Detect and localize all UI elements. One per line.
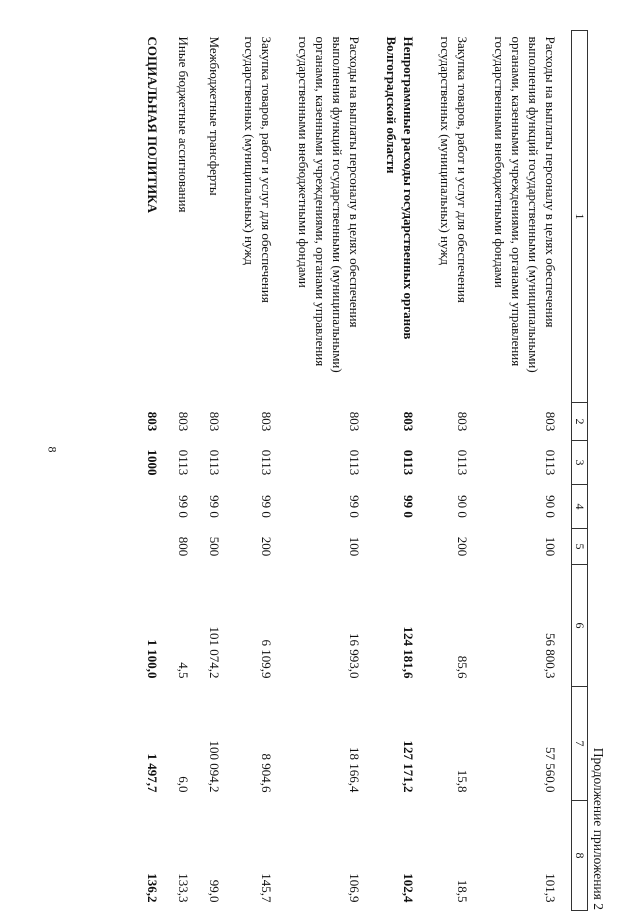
cell-percent: 99,0 [207, 879, 222, 903]
cell-expense-type: 100 [347, 536, 362, 557]
table-row [375, 31, 429, 911]
cell-percent: 101,3 [543, 873, 558, 903]
cell-actual: 15,8 [455, 769, 470, 793]
cell-percent: 106,9 [347, 873, 362, 903]
column-header: 6 [572, 565, 588, 687]
table-row [140, 31, 171, 911]
cell-expense-type: 800 [176, 536, 191, 557]
table-row [233, 31, 287, 911]
cell-section-code: 0113 [347, 449, 362, 476]
cell-target-code [140, 485, 171, 529]
rotated-table-sheet [126, 30, 606, 910]
cell-expense-type: 100 [543, 536, 558, 557]
cell-target-code: 99 0 [401, 495, 416, 518]
cell-plan: 16 993,0 [347, 633, 362, 679]
cell-plan: 4,5 [176, 662, 191, 679]
row-name: Закупка товаров, работ и услуг для обеспечения государственных (муниципальных) нужд [242, 36, 274, 303]
cell-ministry-code: 803 [176, 411, 191, 432]
column-header: 3 [572, 441, 588, 485]
cell-ministry-code: 803 [145, 411, 160, 432]
budget-table [140, 30, 588, 911]
cell-actual: 57 560,0 [543, 747, 558, 793]
cell-expense-type: 200 [259, 536, 274, 557]
cell-percent: 136,2 [145, 873, 160, 903]
cell-ministry-code: 803 [455, 411, 470, 432]
cell-percent: 145,7 [259, 873, 274, 903]
cell-actual: 6,0 [176, 776, 191, 793]
table-row [429, 31, 483, 911]
cell-section-code: 0113 [401, 449, 416, 476]
cell-ministry-code: 803 [207, 411, 222, 432]
cell-section-code: 0113 [259, 449, 274, 476]
cell-expense-type: 200 [455, 536, 470, 557]
row-name: Межбюджетные трансферты [207, 36, 222, 196]
cell-plan: 6 109,9 [259, 639, 274, 679]
cell-actual: 18 166,4 [347, 747, 362, 793]
cell-section-code: 1000 [145, 449, 160, 476]
cell-section-code: 0113 [207, 449, 222, 476]
page-number: 8 [45, 446, 60, 453]
cell-plan: 101 074,2 [207, 626, 222, 679]
cell-ministry-code: 803 [543, 411, 558, 432]
cell-target-code: 90 0 [543, 495, 558, 518]
cell-plan: 56 800,3 [543, 633, 558, 679]
cell-ministry-code: 803 [401, 411, 416, 432]
cell-percent: 133,3 [176, 873, 191, 903]
column-header: 5 [572, 529, 588, 565]
cell-section-code: 0113 [543, 449, 558, 476]
table-row [202, 31, 233, 911]
cell-actual: 8 904,6 [259, 753, 274, 793]
cell-target-code: 99 0 [176, 495, 191, 518]
column-header: 4 [572, 485, 588, 529]
column-header: 2 [572, 403, 588, 441]
cell-actual: 100 094,2 [207, 740, 222, 793]
row-name: Расходы на выплаты персоналу в целях обеспечения выполнения функций государственными (муниципальными) органами, казенными учреждениями, органами управления государственными внебюджетными фондами [492, 36, 558, 373]
cell-target-code: 99 0 [207, 495, 222, 518]
cell-section-code: 0113 [176, 449, 191, 476]
row-name: Непрограммные расходы государственных органов Волгоградской области [384, 36, 416, 340]
cell-ministry-code: 803 [259, 411, 274, 432]
cell-expense-type [140, 529, 171, 565]
cell-expense-type [375, 529, 429, 565]
row-name: Закупка товаров, работ и услуг для обеспечения государственных (муниципальных) нужд [438, 36, 470, 303]
table-row [287, 31, 375, 911]
cell-plan: 124 181,6 [401, 626, 416, 679]
cell-actual: 1 497,7 [145, 753, 160, 793]
cell-section-code: 0113 [455, 449, 470, 476]
cell-target-code: 90 0 [455, 495, 470, 518]
row-name: СОЦИАЛЬНАЯ ПОЛИТИКА [145, 36, 160, 214]
table-row [171, 31, 202, 911]
cell-actual: 127 171,2 [401, 740, 416, 793]
column-number-row [572, 31, 588, 911]
cell-expense-type: 500 [207, 536, 222, 557]
cell-ministry-code: 803 [347, 411, 362, 432]
column-header: 8 [572, 801, 588, 911]
cell-plan: 1 100,0 [145, 639, 160, 679]
continuation-caption: Продолжение приложения 2 [591, 747, 606, 910]
row-name: Иные бюджетные ассигнования [176, 36, 191, 213]
cell-target-code: 99 0 [259, 495, 274, 518]
column-header: 1 [572, 31, 588, 403]
cell-percent: 102,4 [401, 873, 416, 903]
cell-plan: 85,6 [455, 655, 470, 679]
cell-percent: 18,5 [455, 879, 470, 903]
row-name: Расходы на выплаты персоналу в целях обеспечения выполнения функций государственными (муниципальными) органами, казенными учреждениями, органами управления государственными внебюджетными фондами [296, 36, 362, 373]
column-header: 7 [572, 687, 588, 801]
cell-target-code: 99 0 [347, 495, 362, 518]
table-row [483, 31, 572, 911]
